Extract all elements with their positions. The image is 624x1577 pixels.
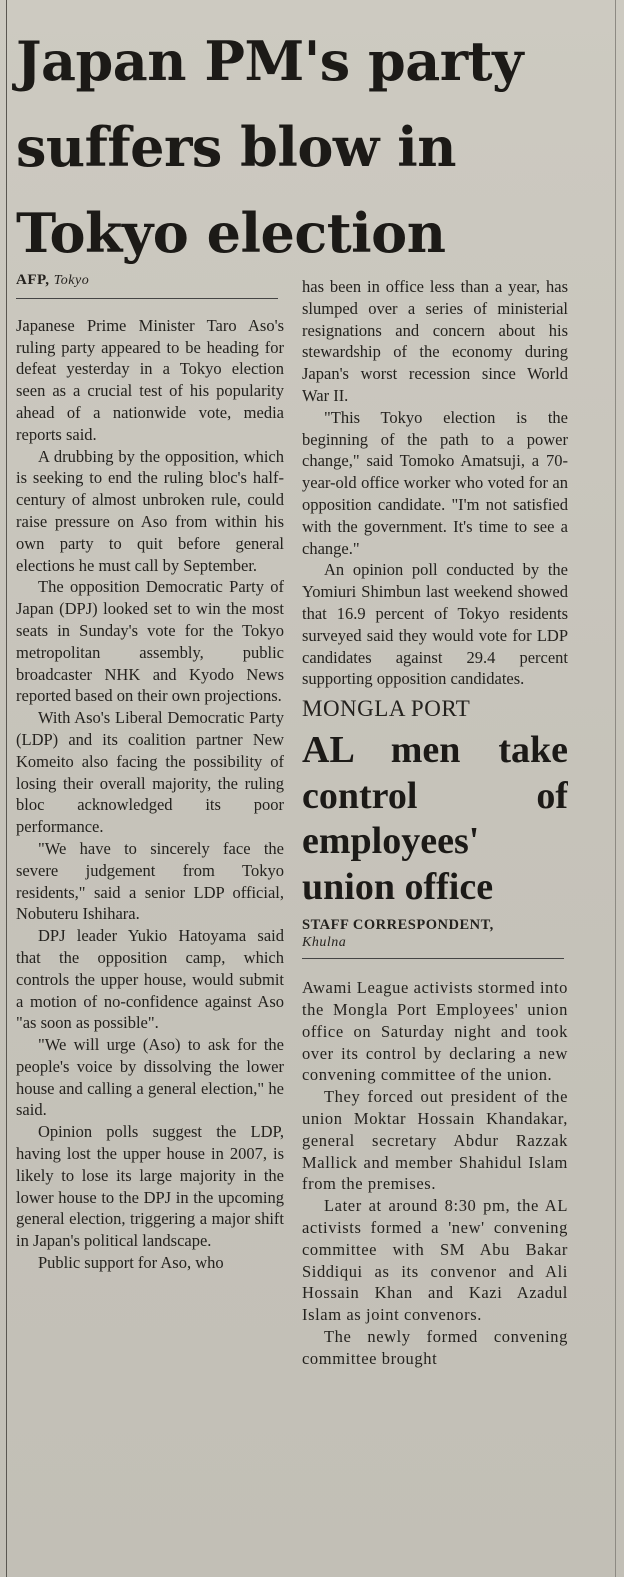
article-paragraph: has been in office less than a year, has slumped over a series of ministerial resignations and concern about his stewardship of the economy during Japan's worst recession since World War II. (302, 277, 568, 405)
byline-agency: AFP, (16, 272, 50, 288)
column-rule-left (6, 0, 7, 1577)
article-column-right (302, 276, 568, 1576)
article-paragraph: With Aso's Liberal Democratic Party (LDP) and its coalition partner New Komeito also facing the possibility of losing their overall majority, the ruling bloc acknowledged its poor performance. (16, 708, 284, 837)
article-paragraph: The opposition Democratic Party of Japan (DPJ) looked set to win the most seats in Sunday's vote for the Tokyo metropolitan assembly, public broadcaster NHK and Kyodo News reported based on their own projections. (16, 577, 284, 706)
article-paragraph: They forced out president of the union Moktar Hossain Khandakar, general secretary Abdur Razzak Mallick and member Shahidul Islam from the premises. (302, 1087, 568, 1194)
headline-line: suffers blow in (16, 115, 456, 179)
byline-place: Tokyo (53, 273, 90, 288)
article2-kicker: MONGLA PORT (302, 696, 471, 722)
headline-line: Tokyo election (16, 201, 446, 265)
article-paragraph: Later at around 8:30 pm, the AL activists formed a 'new' convening committee with SM Abu Bakar Siddiqui as its convenor and Ali Hossain Khan and Kazi Azadul Islam as joint convenors. (302, 1196, 568, 1325)
byline-divider (16, 298, 278, 299)
article-paragraph: A drubbing by the opposition, which is seeking to end the ruling bloc's half-century of almost unbroken rule, could raise pressure on Aso from within his own party to quit before general elections he must call by September. (16, 446, 284, 575)
headline-line: Japan PM's party (16, 29, 523, 93)
article2-headline: AL men take control of employees' union office (302, 729, 568, 908)
article-paragraph: "We will urge (Aso) to ask for the people's voice by dissolving the lower house and calling a general election," he said. (16, 1035, 284, 1120)
article-paragraph: The newly formed convening committee brought (302, 1326, 568, 1368)
byline-divider (302, 958, 564, 959)
article-paragraph: Japanese Prime Minister Taro Aso's ruling party appeared to be heading for defeat yesterday in a Tokyo election seen as a crucial test of his popularity ahead of a nationwide vote, media reports said. (16, 315, 284, 444)
article-paragraph: Awami League activists stormed into the Mongla Port Employees' union office on Saturday night and took over its control by declaring a new convening committee of the union. (302, 978, 568, 1085)
article-paragraph: Opinion polls suggest the LDP, having lost the upper house in 2007, is likely to lose its large majority in the lower house to the DPJ in the upcoming general election, triggering a major shift in Japan's political landscape. (16, 1122, 284, 1251)
byline-place: Khulna (302, 935, 347, 951)
main-headline (16, 18, 616, 276)
article-paragraph: Public support for Aso, who (38, 1253, 224, 1273)
article-paragraph: DPJ leader Yukio Hatoyama said that the opposition camp, which controls the upper house, would submit a motion of no-confidence against Aso "as soon as possible". (16, 926, 284, 1033)
article-byline (16, 270, 284, 292)
article2-body (302, 977, 568, 1369)
article-paragraph: An opinion poll conducted by the Yomiuri Shimbun last weekend showed that 16.9 percent of Tokyo residents surveyed said they would vote for LDP candidates against 29.4 percent supporting opposition candidates. (302, 560, 568, 689)
article-paragraph: "This Tokyo election is the beginning of the path to a power change," said Tomoko Amatsuji, a 70-year-old office worker who voted for an opposition candidate. "I'm not satisfied with the government. It's time to see a change." (302, 407, 568, 558)
article-paragraph: "We have to sincerely face the severe judgement from Tokyo residents," said a senior LDP official, Nobuteru Ishihara. (16, 838, 284, 924)
byline-name: STAFF CORRESPONDENT, (302, 917, 494, 934)
article2-byline (302, 916, 568, 952)
article-column-left (16, 270, 284, 1570)
